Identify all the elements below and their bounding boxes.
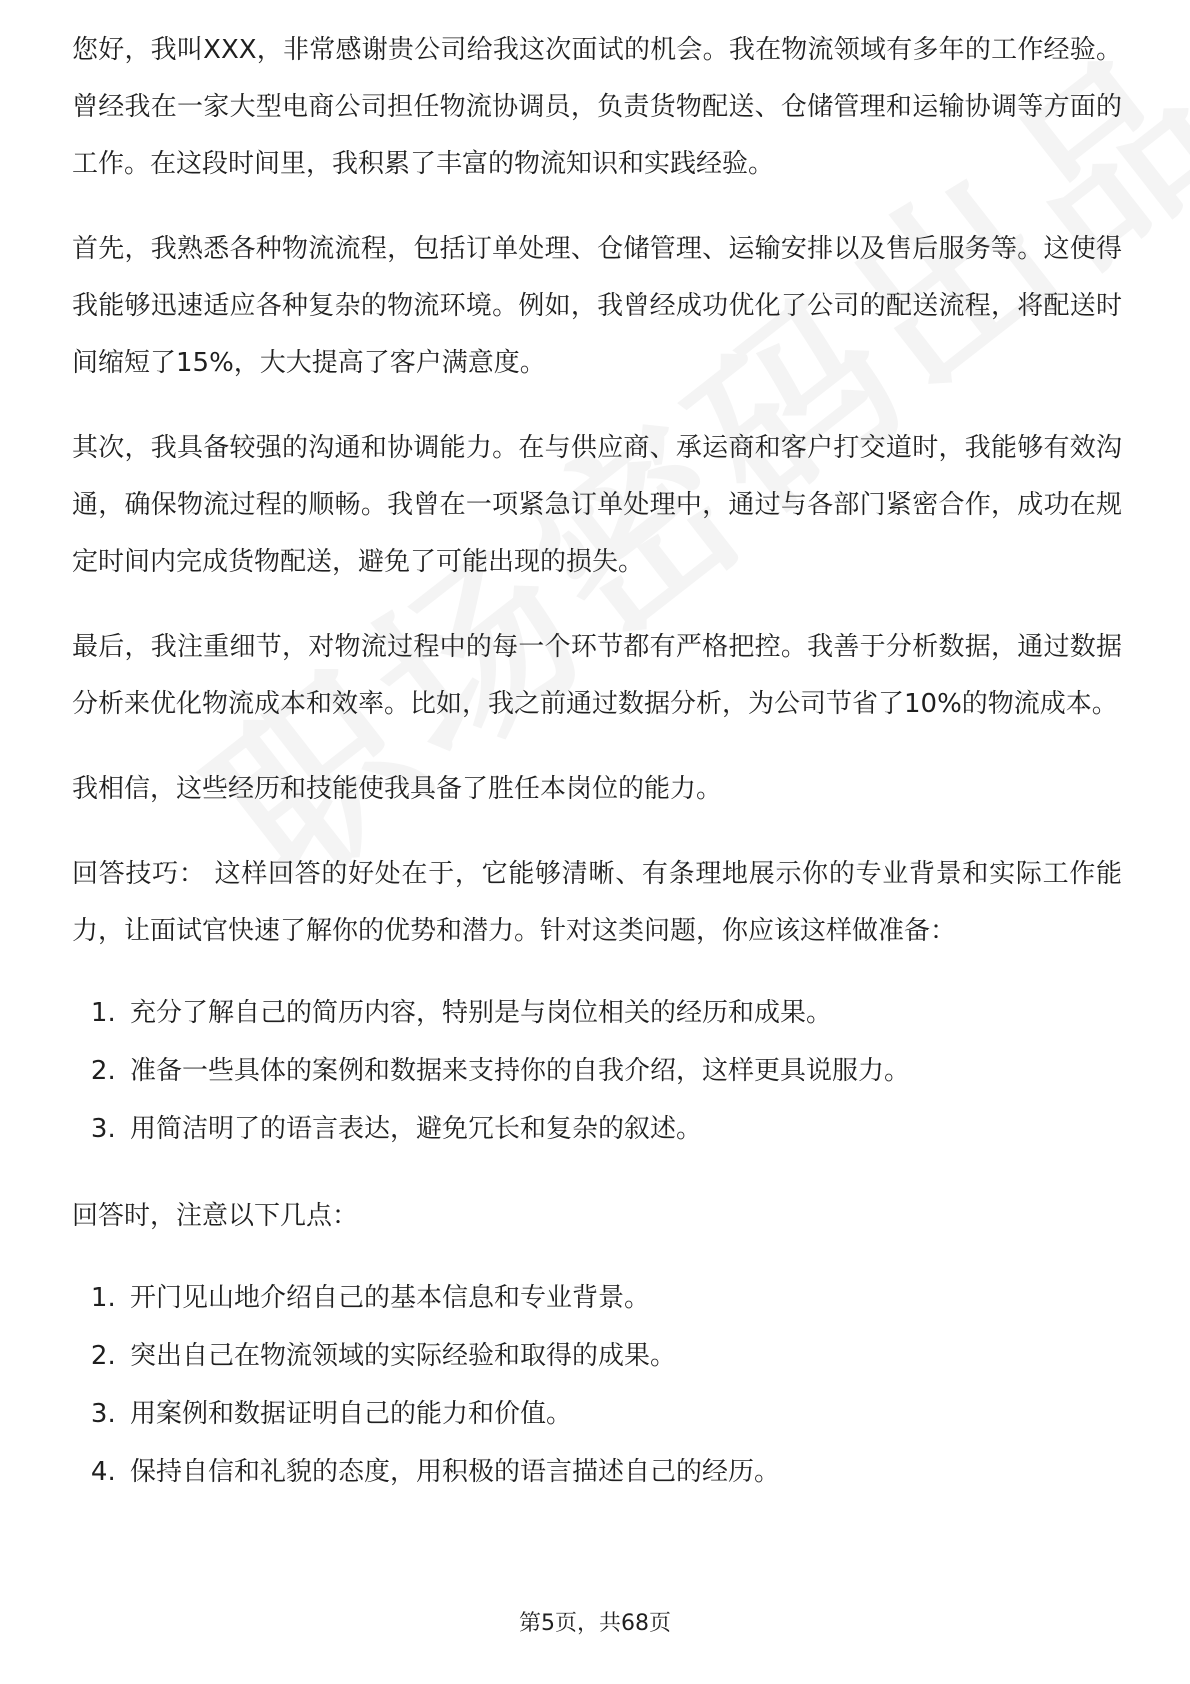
list-item: 3. 用案例和数据证明自己的能力和价值。 (124, 1385, 1122, 1443)
page-content (72, 28, 1122, 1531)
page-footer: 第5页，共68页 (519, 1611, 671, 1636)
first-point-paragraph: 首先，我熟悉各种物流流程，包括订单处理、仓储管理、运输安排以及售后服务等。这使得我能够迅速适应各种复杂的物流环境。例如，我曾经成功优化了公司的配送流程，将配送时间缩短了15%，大大提高了客户满意度。 (72, 234, 1122, 378)
list-item: 4. 保持自信和礼貌的态度，用积极的语言描述自己的经历。 (124, 1443, 1122, 1501)
notes-heading: 回答时，注意以下几点： (72, 1201, 359, 1231)
list-item: 2. 突出自己在物流领域的实际经验和取得的成果。 (124, 1327, 1122, 1385)
second-point-paragraph: 其次，我具备较强的沟通和协调能力。在与供应商、承运商和客户打交道时，我能够有效沟通，确保物流过程的顺畅。我曾在一项紧急订单处理中，通过与各部门紧密合作，成功在规定时间内完成货物配送，避免了可能出现的损失。 (72, 433, 1122, 577)
intro-paragraph: 您好，我叫XXX，非常感谢贵公司给我这次面试的机会。我在物流领域有多年的工作经验。曾经我在一家大型电商公司担任物流协调员，负责货物配送、仓储管理和运输协调等方面的工作。在这段时间里，我积累了丰富的物流知识和实践经验。 (72, 35, 1122, 179)
notes-list (72, 1269, 1122, 1501)
list-item: 2. 准备一些具体的案例和数据来支持你的自我介绍，这样更具说服力。 (124, 1042, 1122, 1100)
list-item: 1. 开门见山地介绍自己的基本信息和专业背景。 (124, 1269, 1122, 1327)
conclusion-paragraph: 我相信，这些经历和技能使我具备了胜任本岗位的能力。 (72, 774, 723, 804)
preparation-list (72, 984, 1122, 1158)
answer-tips-paragraph: 回答技巧： 这样回答的好处在于，它能够清晰、有条理地展示你的专业背景和实际工作能力，让面试官快速了解你的优势和潜力。针对这类问题，你应该这样做准备： (72, 859, 1122, 946)
list-item: 3. 用简洁明了的语言表达，避免冗长和复杂的叙述。 (124, 1100, 1122, 1158)
list-item: 1. 充分了解自己的简历内容，特别是与岗位相关的经历和成果。 (124, 984, 1122, 1042)
third-point-paragraph: 最后，我注重细节，对物流过程中的每一个环节都有严格把控。我善于分析数据，通过数据分析来优化物流成本和效率。比如，我之前通过数据分析，为公司节省了10%的物流成本。 (72, 632, 1122, 719)
